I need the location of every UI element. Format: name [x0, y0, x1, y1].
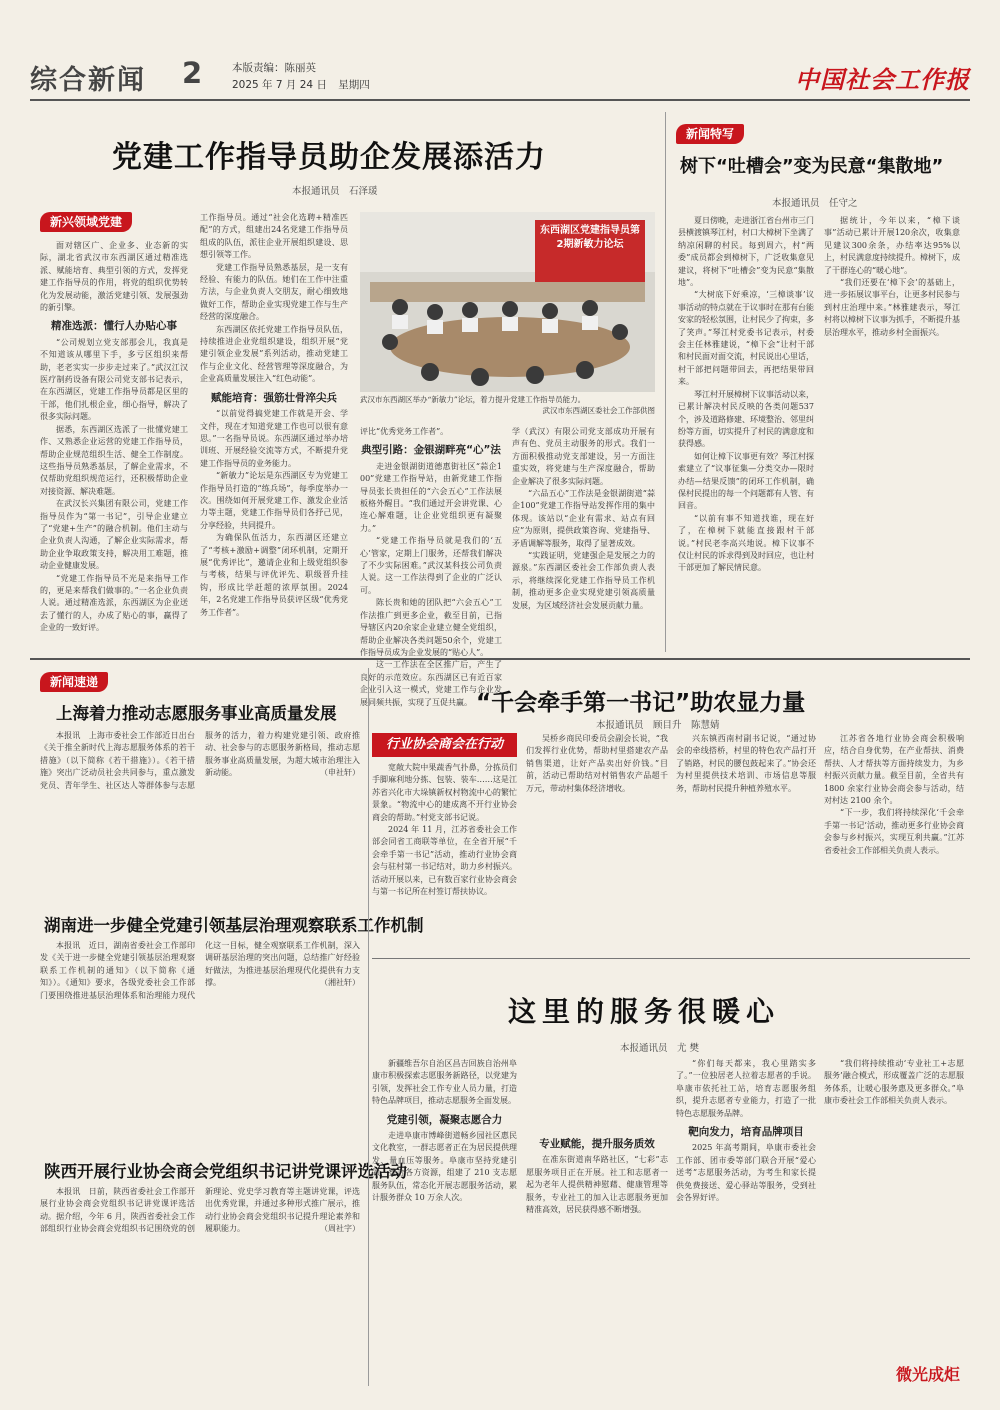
- article2-p6: 据统计，今年以来，“樟下谈事”活动已累计开展120余次，收集意见建议300余条，办结率达95%以上，村民满意度持续提升。樟树下，成了干群连心的“暖心地”。: [824, 216, 960, 275]
- article1-col4-top: 学（武汉）有限公司党支部成功开展有声有色、党员主动服务的形式。我们一方面积极推动党支部建设，另一方面注重实效，将党建与生产深度融合，帮助企业解决了很多实际问题。: [512, 427, 655, 486]
- article1-col3-top: 评比“优秀党务工作者”。: [360, 427, 449, 436]
- brief3-title: 陕西开展行业协会商会党组织书记讲党课评选活动: [44, 1162, 407, 1181]
- article4-p2: 在准东街道南华路社区，“七彩”志愿服务项目正在开展。社工和志愿者一起为老年人提供精神慰藉、健康管理等服务，专业社工的加入让志愿服务更加精准高效，居民获得感不断增强。: [526, 1155, 668, 1215]
- photo-banner-text: 东西湖区党建指导员第2期新敏力论坛: [540, 225, 640, 250]
- brief2-body: [40, 940, 360, 1136]
- article1-p1: “公司规划立党支部那会儿，我真是不知道该从哪里下手，多亏区组织来帮助，老老实实一步步走过来了。”武汉江汉医疗制药设备有限公司党支部书记表示，在东西湖区，党建工作指导员都是区里的干部，他们扎根企业，细心指导，解决了很多实际问题。: [40, 337, 188, 422]
- article2-title: 树下“吐槽会”变为民意“集散地”: [680, 156, 944, 177]
- article2-p3: 琴江村开展樟树下议事活动以来，已累计解决村民反映的各类问题537个，涉及道路修建、环境整治、邻里纠纷等方面，切实提升了村民的满意度和获得感。: [678, 389, 814, 449]
- article4-sub3: 靶向发力，培育品牌项目: [688, 1126, 804, 1139]
- brief3-text-span: 本报讯 日前，陕西省委社会工作部开展行业协会商会党组织书记讲党课评选活动。据介绍，今年 6 月，陕西省委社会工作部组织行业协会商会党组织书记围绕党的创新理论、党史学习教育等主题讲党课，评选出优秀党课，并通过多种形式推广展示，推动行业协会商会党组织书记提升理论素养和履职能力。: [40, 1187, 360, 1234]
- article4-p4: 2025 年高考期间，阜康市委社会工作部、团市委等部门联合开展“爱心送考”志愿服务活动，为考生和家长提供免费接送、爱心驿站等服务，受到社会各界好评。: [676, 1143, 816, 1203]
- article2-p7: “我们还要在‘樟下会’的基础上，进一步拓展议事平台，让更多村民参与到村庄治理中来。”林雅建表示，琴江村将以樟树下议事为抓手，不断提升基层治理水平，推动乡村全面振兴。: [824, 278, 960, 337]
- article3-p1: 宽敞大院中果蔬香气扑鼻，分拣员们手脚麻利地分拣、包装、装车……这是江苏省兴化市大垛镇新权村物流中心的繁忙景象。“物流中心的建成离不开行业协会商会的帮助。”村党支部书记说。: [372, 763, 517, 822]
- brief1-title: 上海着力推动志愿服务事业高质量发展: [56, 704, 337, 723]
- article1-title: 党建工作指导员助企发展添活力: [112, 140, 546, 175]
- article1-p10: 走进金银湖街道德惠街社区“蒜企100”党建工作指导站，由新党建工作指导员张长贵担任的“六会五心”工作法展板格外醒目。“我们通过开会讲党课、心连心解难题，让企业党组织更有凝聚力。”: [360, 461, 502, 533]
- article4-byline: 本报通讯员 尤 樊: [620, 1043, 700, 1054]
- divider-brief: [368, 668, 369, 1386]
- article3-p3: 吴桥乡商民印委员会副会长说，“我们发挥行业优势，帮助村里搭建农产品销售渠道，让好产品卖出好价钱。”目前，活动已帮助结对村销售农产品超千万元，带动村集体经济增收。: [526, 734, 668, 793]
- article1-p2: 据悉，东西湖区选派了一批懂党建工作、又熟悉企业运营的党建工作指导员，帮助企业规范组织生活、健全工作制度。这些指导员熟悉基层，了解企业需求，不仅帮助党组织规范运行，还积极帮助企业对接资源、解决难题。: [40, 424, 188, 496]
- photo-caption-text: 武汉市东西湖区举办“新敏力”论坛，着力提升党建工作指导员能力。: [360, 395, 586, 404]
- article4-sub2: 专业赋能，提升服务质效: [539, 1138, 655, 1150]
- article3-banner: [372, 733, 517, 757]
- article2-col2: [824, 215, 960, 645]
- article1-col3: [360, 426, 502, 707]
- article1-col2: [200, 212, 348, 648]
- article4-intro: 新疆维吾尔自治区昌吉回族自治州阜康市积极探索志愿服务新路径，以党建为引领，发挥社会工作专业人员力量，打造特色品牌项目，推动志愿服务全面发展。: [372, 1059, 517, 1106]
- brief2-credit: （湘社轩）: [320, 978, 360, 988]
- article3-p6: “下一步，我们将持续深化‘千会牵手第一书记’活动，推动更多行业协会商会参与乡村振兴，实现互利共赢。”江苏省委社会工作部相关负责人表示。: [824, 808, 964, 855]
- date-text: 2025 年 7 月 24 日: [232, 79, 327, 91]
- article4-col2: [526, 1058, 668, 1382]
- article1-p9: 为确保队伍活力，东西湖区还建立了“考核+激励+调整”闭环机制，定期开展“优秀评比”，邀请企业和上级党组织参与考核，结果与评优评先、职级晋升挂钩，形成比学赶超的浓厚氛围。2024年，2名党建工作指导员获评区级“优秀党务工作者”。: [200, 533, 348, 617]
- article3-p2: 2024 年 11 月，江苏省委社会工作部会同省工商联等单位，在全省开展“千会牵手第一书记”活动，推动行业协会商会与驻村第一书记结对，助力乡村振兴。活动开展以来，已有数百家行业协会商会与第一书记所在村签订帮扶协议。: [372, 825, 517, 897]
- article3-p5: 江苏省各地行业协会商会积极响应，结合自身优势，在产业帮扶、消费帮扶、人才帮扶等方面持续发力，为乡村振兴贡献力量。截至目前，全省共有 1800 余家行业协会商会参与活动，结对村达 2100 余个。: [824, 734, 964, 806]
- divider-a1-a2: [665, 112, 666, 652]
- brief3-body: [40, 1186, 360, 1382]
- article4-sub1: 党建引领，凝聚志愿合力: [386, 1113, 503, 1126]
- article2-col1: [678, 215, 814, 645]
- article3-col1: [372, 762, 517, 950]
- article1-p7: “以前觉得搞党建工作就是开会、学文件，现在才知道党建工作也可以很有意思。”一名指导员说。东西湖区通过举办培训班、开展经验交流等方式，不断提升党建工作指导员的业务能力。: [200, 409, 348, 468]
- article4-col3: [676, 1058, 816, 1382]
- article3-col4: [824, 733, 964, 950]
- brief2-text-span: 本报讯 近日，湖南省委社会工作部印发《关于进一步健全党建引领基层治理观察联系工作机制的通知》（以下简称《通知》）。《通知》要求，各级党委社会工作部门要围绕推进基层治理体系和治理能力现代化这一目标，健全观察联系工作机制，深入调研基层治理的突出问题，总结推广好经验好做法，为推进基层治理现代化提供有力支撑。: [40, 941, 360, 1000]
- article1-p8: “新敏力”论坛是东西湖区专为党建工作指导员打造的“练兵场”，每季度举办一次。围绕如何开展党建工作、激发企业活力等主题，党建工作指导员们各抒己见，分享经验，共同提升。: [200, 471, 348, 530]
- article2-p4: 如何让樟下议事更有效？琴江村探索建立了“议事征集—分类交办—限时办结—结果反馈”的闭环工作机制，确保村民提出的每一个问题都有人管、有回音。: [678, 451, 814, 511]
- article1-p5: 党建工作指导员熟悉基层，是一支有经验、有能力的队伍。她们在工作中注重方法，与企业负责人交朋友，耐心细致地做好工作，帮助企业实现党建工作与生产经营的深度融合。: [200, 262, 348, 322]
- section-title: 综合新闻: [30, 65, 146, 96]
- article3-p4: 兴东镇西南村副书记说，“通过协会的牵线搭桥，村里的特色农产品打开了销路，村民的腰包鼓起来了。”协会还为村里提供技术培训、市场信息等服务，帮助村民提升种植养殖水平。: [676, 734, 816, 793]
- article1-photo: [360, 212, 655, 392]
- page-number: 2: [182, 56, 203, 90]
- article1-p4: “党建工作指导员不光是来指导工作的，更是来帮我们做事的。”一名企业负责人说。通过精准选派，东西湖区为企业送去了懂行的人，办成了贴心的事，赢得了企业的一致好评。: [40, 573, 188, 633]
- article4-title: 这里的服务很暖心: [508, 995, 781, 1028]
- article1-col4: [512, 426, 655, 648]
- article3-byline: 本报通讯员 顾目升 陈慧婧: [596, 720, 720, 731]
- article1-p15: “实践证明，党建强企是发展之力的源泉。”东西湖区委社会工作部负责人表示，将继续深化党建工作指导员工作机制，推动更多企业实现党建引领高质量发展，为区域经济社会发展贡献力量。: [512, 551, 655, 610]
- photo-credit: 武汉市东西湖区委社会工作部供图: [542, 406, 655, 415]
- separator-a3-a4: [372, 958, 970, 959]
- article1-sub3: 典型引路：金银湖畔亮“心”法: [361, 444, 501, 457]
- article2-tag: 新闻特写: [676, 124, 744, 144]
- article1-sub2: 赋能培育：强筋壮骨淬尖兵: [211, 391, 337, 404]
- article3-col3: [676, 733, 816, 950]
- article1-tag: 新兴领域党建: [40, 212, 132, 232]
- article4-col1: [372, 1058, 517, 1382]
- news-brief-tag: 新闻速递: [40, 672, 108, 692]
- brief3-credit: （周社字）: [320, 1224, 360, 1234]
- brief1-text: [40, 730, 360, 792]
- article4-p1: 走进阜康市博峰街道畅乡园社区惠民文化教室，一群志愿者正在为居民提供理发、量血压等服务。阜康市坚持党建引领，整合各方资源，组建了 210 支志愿服务队伍，常态化开展志愿服务活动，累计服务群众 10 万余人次。: [372, 1131, 517, 1203]
- article2-p2: “大树底下好乘凉，‘三樟谈事’议事活动的特点就在于议事时在那有台能安家的轻松氛围，让村民少了拘束，多了笑声。”琴江村党委书记表示，村委会主任林雅建说，“樟下会”让村干部和村民面对面交流，村民说出心里话，村干部把问题带回去，再把结果带回来。: [678, 290, 814, 387]
- issue-date: [232, 77, 370, 92]
- article2-p5: “以前有事不知道找谁，现在好了，在樟树下就能直接跟村干部说。”村民老李高兴地说。樟下议事不仅让村民的诉求得到及时回应，也让村干部更加了解民情民意。: [678, 513, 814, 573]
- banner-text: 行业协会商会在行动: [385, 737, 503, 752]
- masthead: [30, 58, 970, 98]
- masthead-rule: [30, 99, 970, 101]
- article1-col2-top: 工作指导员。通过“社会化选聘+精准匹配”的方式，组建出24名党建工作指导员组成的队伍，派往企业开展组织建设、思想引领等工作。: [200, 213, 348, 260]
- editor-credit: 本版责编：陈丽英: [232, 62, 316, 74]
- article1-p13: 这一工作法在全区推广后，产生了良好的示范效应。东西湖区已有近百家企业引入这一模式，党建工作与企业发展同频共振，实现了互促共赢。: [360, 660, 502, 707]
- article4-col4: [824, 1058, 964, 1356]
- brief2-text: [40, 940, 360, 1002]
- brief1-text-span: 本报讯 上海市委社会工作部近日出台《关于推全新时代上海志愿服务体系的若干措施》（以下简称《若干措施》）。《若干措施》突出广泛动员社会共同参与，重点激发党员、青年学生、社区达人等群体参与志愿服务的活力，着力构建党建引领、政府推动、社会参与的志愿服务新格局，推动志愿服务事业高质量发展，为超大城市治理注入新动能。: [40, 731, 360, 790]
- brief1-body: [40, 730, 360, 888]
- brief3-text: [40, 1186, 360, 1236]
- article3-title: “千会牵手第一书记”助农显力量: [476, 690, 806, 716]
- article1-p11: “党建工作指导员就是我们的‘五心’管家，定期上门服务，还帮我们解决了不少实际困难。”武汉某科技公司负责人说。这一工作法得到了企业的广泛认可。: [360, 536, 502, 595]
- article1-p14: “六品五心”工作法是金银湖街道“蒜企100”党建工作指导站发挥作用的集中体现。该站以“企业有需求、站点有回应”为原则，提供政策咨询、党建指导、矛盾调解等服务，取得了显著成效。: [512, 489, 655, 548]
- article1-byline: 本报通讯员 石泽瑗: [292, 186, 378, 197]
- article1-photo-caption: [360, 394, 655, 416]
- article1-intro: 面对辖区广、企业多、业态新的实际，湖北省武汉市东西湖区通过精准选派、赋能培育、典型引领的方式，发挥党建工作指导员的作用，将党的组织优势转化为发展动能，激活党建引领、发展强劲的新引擎。: [40, 241, 188, 313]
- article1-col1: [40, 240, 188, 648]
- article1-sub1: 精准选派：懂行人办贴心事: [51, 320, 177, 333]
- weekday-text: 星期四: [338, 79, 370, 91]
- mid-separator: [30, 658, 970, 660]
- article2-byline: 本报通讯员 任守之: [772, 198, 858, 209]
- article4-p5: “我们将持续推动‘专业社工+志愿服务’融合模式，形成覆盖广泛的志愿服务体系，让暖心服务惠及更多群众。”阜康市委社会工作部相关负责人表示。: [824, 1059, 964, 1106]
- article4-credit: 微光成炬: [895, 1365, 960, 1384]
- article2-p1: 夏日傍晚，走进浙江省台州市三门县横渡镇琴江村，村口大樟树下坐满了纳凉闲聊的村民。每到周六，村“两委”成员都会到樟树下，广泛收集意见建议，将树下“吐槽会”变为民意“集散地”。: [678, 216, 814, 288]
- brief1-credit: （申社轩）: [320, 768, 360, 778]
- article1-p12: 陈长贵和她的团队把“六会五心”工作法推广到更多企业，截至目前，已指导辖区内20余家企业建立健全党组织，帮助企业解决各类问题50余个，党建工作指导员成为企业发展的“贴心人”。: [360, 598, 502, 657]
- article4-p3: “你们每天都来，我心里踏实多了。”一位独居老人拉着志愿者的手说。阜康市依托社工站，培育志愿服务组织，提升志愿者专业能力，打造了一批特色志愿服务品牌。: [676, 1059, 816, 1118]
- article3-col2: [526, 733, 668, 950]
- brief2-title: 湖南进一步健全党建引领基层治理观察联系工作机制: [44, 916, 424, 935]
- article1-p6: 东西湖区依托党建工作指导员队伍，持续推进企业党组织建设，组织开展“党建引领企业发展”系列活动，推动党建工作与企业文化、经营管理等深度融合，为企业高质量发展注入“红色动能”。: [200, 324, 348, 384]
- article1-p3: 在武汉长兴集团有限公司，党建工作指导员作为“第一书记”，引导企业建立了“党建+生产”的融合机制。他们主动与企业负责人沟通，了解企业实际需求，帮助企业争取政策支持，解决用工难题，推动企业健康发展。: [40, 499, 188, 571]
- paper-logo: 中国社会工作报: [795, 65, 970, 94]
